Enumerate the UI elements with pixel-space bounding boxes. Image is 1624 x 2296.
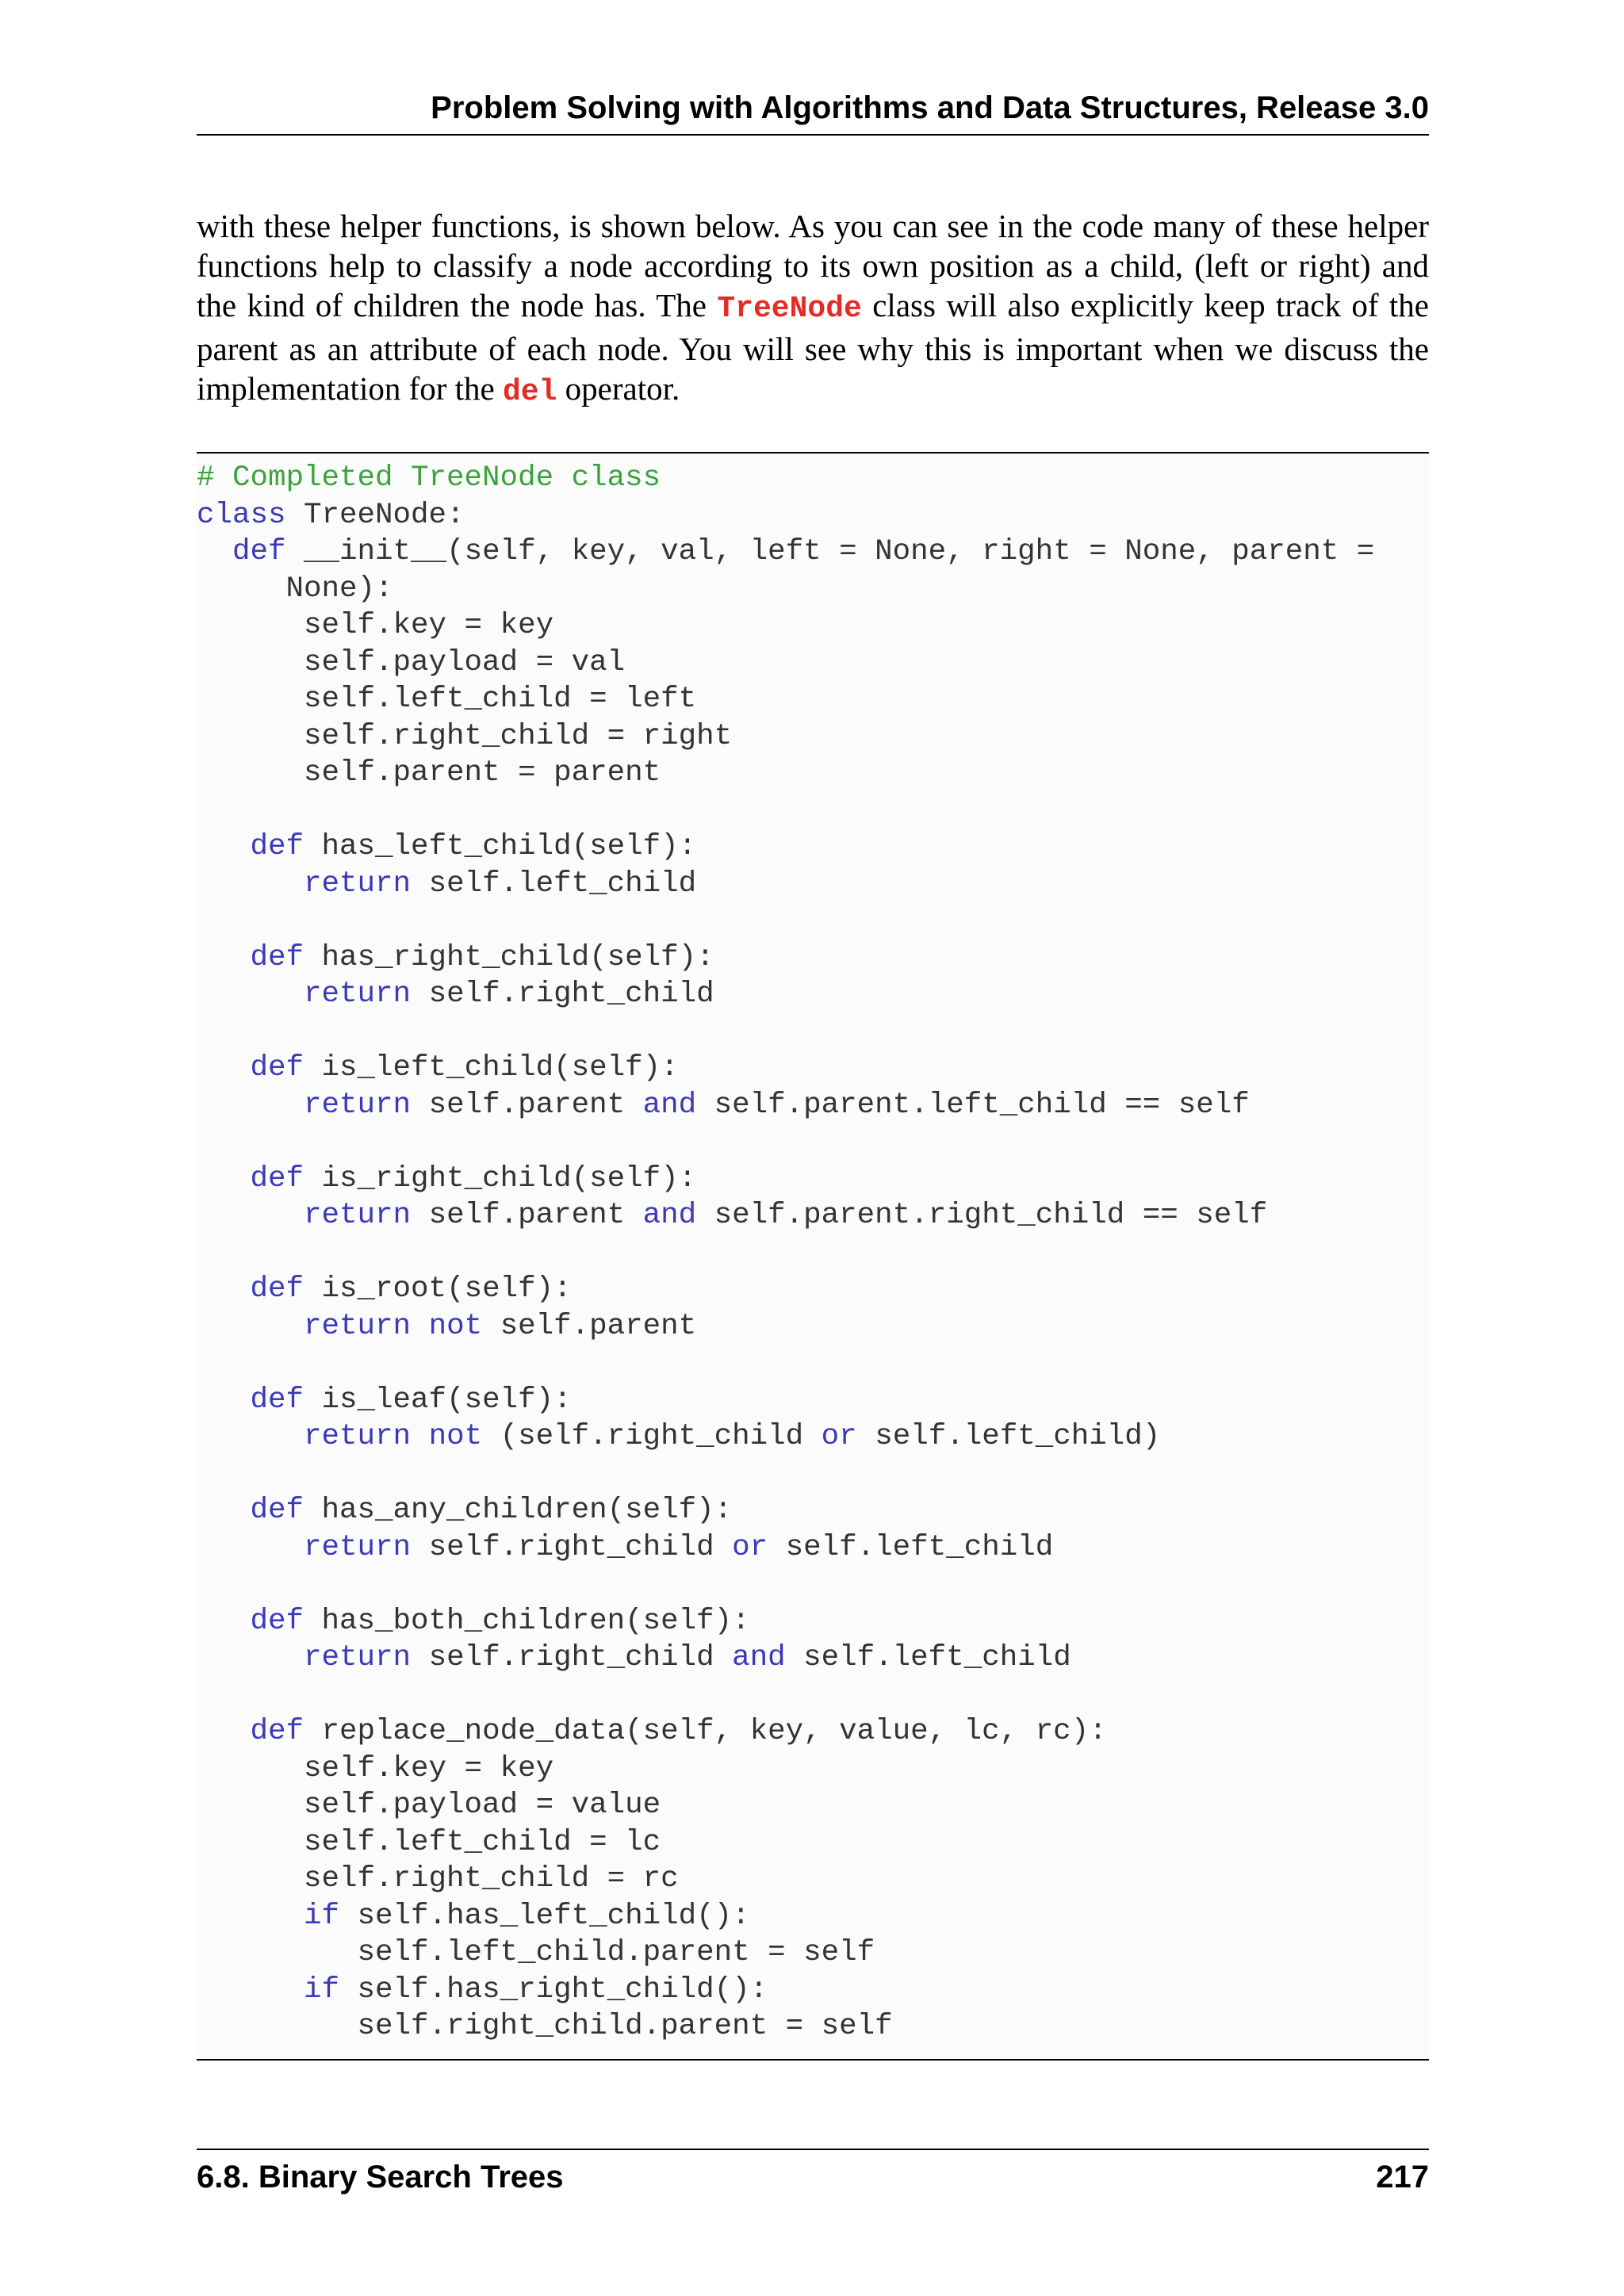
code-text: self.left_child (411, 867, 697, 901)
code-keyword: and (642, 1088, 697, 1122)
code-line (197, 1677, 1374, 1714)
code-text: self.key = key (197, 609, 554, 642)
code-line (197, 1640, 1374, 1677)
code-line (197, 1566, 1374, 1603)
code-keyword: and (732, 1641, 786, 1674)
code-line (197, 1456, 1374, 1493)
code-keyword: or (821, 1420, 857, 1453)
code-text (197, 978, 304, 1011)
code-text: self.parent (411, 1088, 643, 1122)
code-block-bottom-rule (197, 2059, 1429, 2061)
code-text: self.has_left_child(): (339, 1899, 750, 1933)
code-line (197, 1934, 1374, 1972)
code-line (197, 681, 1374, 718)
code-text: self.parent = parent (197, 756, 661, 790)
code-keyword: def (250, 1051, 304, 1085)
code-comment: # Completed TreeNode class (197, 461, 661, 495)
code-line (197, 1308, 1374, 1345)
code-line (197, 460, 1374, 497)
code-line (197, 1234, 1374, 1272)
code-keyword: def (250, 940, 304, 974)
code-keyword: def (250, 1161, 304, 1196)
code-text: self.right_child = rc (197, 1862, 679, 1896)
code-line (197, 976, 1374, 1013)
code-line (197, 1418, 1374, 1456)
code-keyword: def (250, 1383, 304, 1417)
code-line (197, 1787, 1374, 1824)
code-keyword: return (304, 1309, 412, 1343)
code-line (197, 828, 1374, 866)
paragraph-line: with these helper functions, is shown below. As you can see in the code many of these helper (197, 208, 1429, 244)
paragraph-line: functions help to classify a node according to its own position as a child, (left or right) and (197, 247, 1429, 284)
code-text: TreeNode: (285, 498, 465, 532)
code-text (197, 1383, 251, 1417)
code-line (197, 1751, 1374, 1788)
code-text: is_left_child(self): (304, 1051, 679, 1085)
code-listing (197, 460, 1374, 2045)
code-text: has_left_child(self): (304, 830, 697, 863)
code-line (197, 718, 1374, 756)
code-text (197, 1973, 304, 2007)
code-text (197, 1310, 304, 1343)
code-line (197, 1898, 1374, 1935)
code-text: self.has_right_child(): (339, 1973, 768, 2007)
code-line (197, 1123, 1374, 1161)
code-line (197, 1529, 1374, 1567)
code-keyword: def (250, 1494, 304, 1527)
code-text: self.parent (482, 1309, 697, 1343)
code-text: self.right_child (411, 1530, 733, 1564)
code-text: is_right_child(self): (304, 1161, 697, 1196)
paragraph-text: class will also explicitly keep track of the (861, 287, 1430, 323)
code-line (197, 645, 1374, 682)
code-text: None): (197, 572, 393, 606)
code-text (197, 830, 251, 863)
code-line (197, 2008, 1374, 2045)
code-text: self.payload = val (197, 645, 626, 679)
code-keyword: def (250, 1272, 304, 1306)
code-text: self.right_child = right (197, 719, 733, 753)
paragraph-line: parent as an attribute of each node. You will see why this is important when we discuss the (197, 331, 1429, 367)
inline-code-del: del (502, 375, 557, 409)
code-text (197, 1420, 304, 1453)
code-text: is_leaf(self): (304, 1383, 572, 1417)
code-text: self.parent.left_child == self (696, 1088, 1250, 1122)
code-line (197, 1972, 1374, 2009)
code-keyword: or (732, 1530, 768, 1564)
paragraph-text: operator. (557, 370, 680, 407)
code-line (197, 1492, 1374, 1529)
footer-rule (197, 2149, 1429, 2150)
code-text (197, 1199, 304, 1232)
code-keyword: return (304, 978, 412, 1011)
code-keyword: def (250, 1715, 304, 1748)
code-text (197, 1641, 304, 1674)
code-keyword: if (304, 1899, 340, 1933)
code-text: has_right_child(self): (304, 940, 714, 974)
code-text: is_root(self): (304, 1272, 572, 1306)
code-text (197, 1531, 304, 1564)
code-text: self.parent.right_child == self (696, 1199, 1268, 1232)
code-text: self.parent (411, 1199, 643, 1232)
code-text: replace_node_data(self, key, value, lc, rc): (304, 1715, 1107, 1748)
code-line (197, 939, 1374, 977)
code-line (197, 866, 1374, 903)
code-text (197, 867, 304, 901)
code-line (197, 607, 1374, 645)
code-line (197, 1713, 1374, 1751)
code-text: self.payload = value (197, 1789, 661, 1822)
code-text: self.right_child (411, 978, 714, 1011)
code-keyword: def (250, 1604, 304, 1638)
code-text: has_any_children(self): (304, 1494, 733, 1527)
code-text (411, 1420, 429, 1453)
code-text: self.right_child.parent = self (197, 2010, 893, 2043)
inline-code-treenode: TreeNode (717, 292, 862, 326)
code-line (197, 1861, 1374, 1898)
code-keyword: def (250, 830, 304, 863)
paragraph-text: the kind of children the node has. The (197, 287, 718, 323)
code-text (197, 941, 251, 974)
code-text (197, 1605, 251, 1638)
code-text: self.left_child (768, 1530, 1054, 1564)
page-header-title: Problem Solving with Algorithms and Data Structures, Release 3.0 (431, 90, 1429, 125)
code-line (197, 534, 1374, 571)
code-text: self.left_child (785, 1641, 1071, 1674)
code-text (197, 1715, 251, 1748)
code-line (197, 571, 1374, 608)
code-text: __init__(self, key, val, left = None, right = None, parent = (285, 535, 1375, 568)
code-line (197, 1161, 1374, 1198)
code-text: (self.right_child (482, 1420, 822, 1453)
code-text (197, 1162, 251, 1196)
header-rule (197, 134, 1429, 136)
code-text: self.left_child = left (197, 683, 697, 716)
code-text: self.left_child) (856, 1420, 1161, 1453)
code-keyword: class (197, 498, 286, 532)
footer-page-number: 217 (1376, 2160, 1429, 2195)
code-line (197, 1824, 1374, 1862)
code-line (197, 1382, 1374, 1419)
code-text (197, 535, 232, 568)
code-keyword: if (304, 1973, 340, 2007)
code-text (197, 1900, 304, 1933)
code-keyword: and (642, 1199, 697, 1232)
code-line (197, 1345, 1374, 1382)
code-line (197, 1087, 1374, 1124)
code-line (197, 1013, 1374, 1050)
code-text (197, 1089, 304, 1122)
code-text: has_both_children(self): (304, 1604, 750, 1638)
code-keyword: return (304, 1641, 412, 1674)
footer-section-title: 6.8. Binary Search Trees (197, 2160, 564, 2195)
code-text: self.left_child.parent = self (197, 1936, 875, 1969)
code-text (197, 1494, 251, 1527)
code-keyword: not (428, 1420, 483, 1453)
code-keyword: return (304, 1199, 412, 1232)
paragraph-line (197, 369, 1429, 412)
code-keyword: def (232, 535, 286, 568)
code-line (197, 755, 1374, 792)
code-keyword: return (304, 1530, 412, 1564)
code-text: self.left_child = lc (197, 1825, 661, 1859)
body-paragraph (197, 206, 1429, 412)
paragraph-line (197, 285, 1429, 329)
code-text (411, 1310, 429, 1343)
code-text (197, 1272, 251, 1306)
code-line (197, 1271, 1374, 1308)
code-line (197, 1197, 1374, 1234)
code-line (197, 497, 1374, 534)
code-keyword: return (304, 867, 412, 901)
code-keyword: return (304, 1088, 412, 1122)
code-text: self.key = key (197, 1751, 554, 1785)
code-text: self.right_child (411, 1641, 733, 1674)
code-keyword: not (428, 1309, 483, 1343)
code-line (197, 792, 1374, 829)
code-text (197, 1051, 251, 1085)
code-line (197, 1603, 1374, 1640)
code-keyword: return (304, 1420, 412, 1453)
paragraph-text: implementation for the (197, 370, 503, 407)
code-line (197, 902, 1374, 939)
code-line (197, 1050, 1374, 1087)
